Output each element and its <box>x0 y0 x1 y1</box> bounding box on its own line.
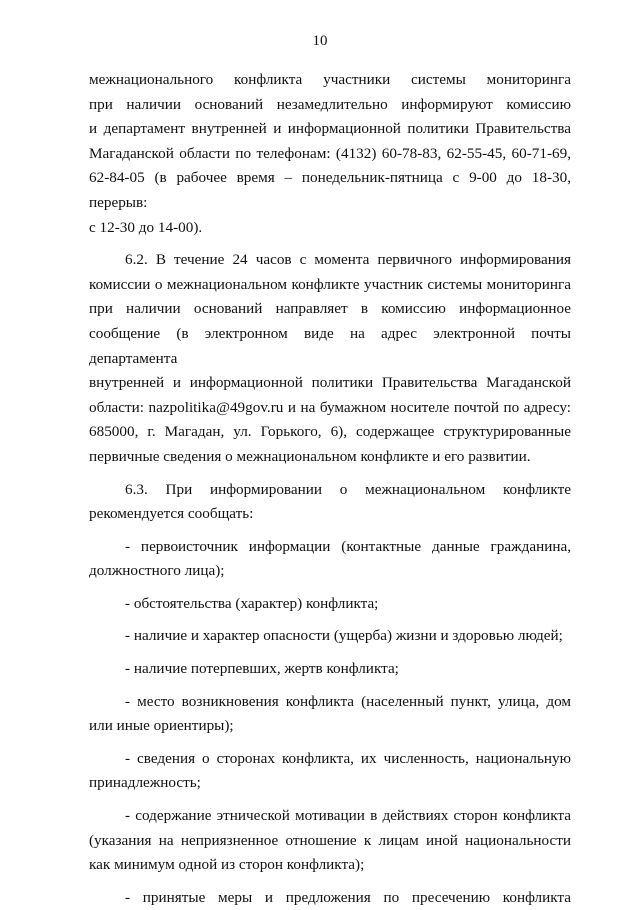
text-line: - обстоятельства (характер) конфликта; <box>125 594 379 612</box>
page-number: 10 <box>312 33 328 49</box>
text-line: - место возникновения конфликта (населенный пункт, улица, дом <box>125 692 571 710</box>
text-line: - первоисточник информации (контактные данные гражданина, <box>125 537 571 555</box>
text-line: - содержание этнической мотивации в действиях сторон конфликта <box>125 807 571 825</box>
paragraph-p2 <box>89 248 571 469</box>
text-line: должностного лица); <box>89 562 225 580</box>
text-line: или иные ориентиры); <box>89 717 234 735</box>
text-line: и департамент внутренней и информационной политики Правительства <box>89 120 571 138</box>
text-line: (указания на неприязненное отношение к лицам иной национальности <box>89 831 571 849</box>
text-line: Магаданской области по телефонам: (4132) 60-78-83, 62-55-45, 60-71-69, <box>89 144 571 162</box>
paragraph-p6 <box>89 624 571 649</box>
text-line: - сведения о сторонах конфликта, их численность, национальную <box>125 749 571 767</box>
text-line: области: nazpolitika@49gov.ru и на бумажном носителе почтой по адресу: <box>89 398 571 416</box>
text-line: 62-84-05 (в рабочее время – понедельник-пятница с 9-00 до 18-30, перерыв: <box>89 169 571 211</box>
text-line: как минимум одной из сторон конфликта); <box>89 856 365 874</box>
document-body <box>89 68 571 910</box>
paragraph-p5 <box>89 592 571 617</box>
text-line: 685000, г. Магадан, ул. Горького, 6), содержащее структурированные <box>89 423 571 441</box>
text-line: - принятые меры и предложения по пресечению конфликта <box>125 888 571 906</box>
text-line: 6.2. В течение 24 часов с момента первичного информирования <box>125 251 571 269</box>
text-line: - наличие и характер опасности (ущерба) жизни и здоровью людей; <box>125 627 563 645</box>
paragraph-p9 <box>89 747 571 796</box>
paragraph-p1 <box>89 68 571 240</box>
text-line: 6.3. При информировании о межнациональном конфликте <box>125 480 571 498</box>
text-line: рекомендуется сообщать: <box>89 505 254 523</box>
text-line: сообщение (в электронном виде на адрес электронной почты департамента <box>89 324 571 367</box>
text-line: с 12-30 до 14-00). <box>89 218 203 236</box>
text-line: - наличие потерпевших, жертв конфликта; <box>125 660 399 678</box>
paragraph-p10 <box>89 804 571 878</box>
text-line: внутренней и информационной политики Правительства Магаданской <box>89 374 571 392</box>
text-line: комиссии о межнациональном конфликте участник системы мониторинга <box>89 275 571 293</box>
paragraph-p4 <box>89 535 571 584</box>
text-line: при наличии оснований незамедлительно информируют комиссию <box>89 95 571 113</box>
paragraph-p3 <box>89 478 571 527</box>
text-line: первичные сведения о межнациональном конфликте и его развитии. <box>89 447 531 465</box>
paragraph-p8 <box>89 690 571 739</box>
paragraph-p7 <box>89 657 571 682</box>
text-line: принадлежность; <box>89 774 201 792</box>
paragraph-p11 <box>89 886 571 910</box>
text-line: при наличии оснований направляет в комиссию информационное <box>89 300 571 318</box>
text-line: межнационального конфликта участники системы мониторинга <box>89 71 571 88</box>
